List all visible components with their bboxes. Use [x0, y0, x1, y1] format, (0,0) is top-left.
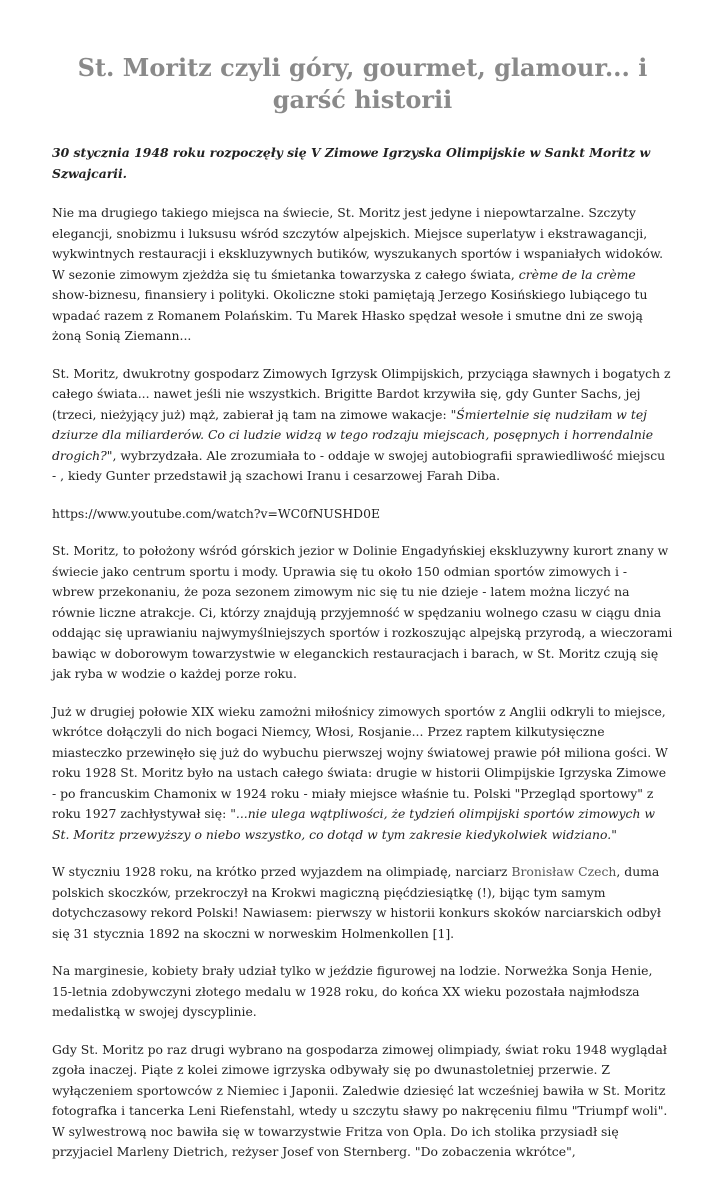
- paragraph-5: [52, 862, 673, 944]
- bronislaw-czech-link[interactable]: Bronisław Czech: [511, 864, 617, 879]
- paragraph-3: St. Moritz, to położony wśród górskich jezior w Dolinie Engadyńskiej ekskluzywny kurort znany w świecie jako centrum sportu i mody. Uprawia się tu około 150 odmian sportów zimowych i - wbrew przekonaniu, że poza sezonem zimowym nic się tu nie dzieje - latem można liczyć na równie liczne atrakcje. Ci, którzy znajdują przyjemność w spędzaniu wolnego czasu w ciągu dnia oddając się uprawianiu najwymyślniejszych sportów i rozkoszując alpejską przyrodą, a wieczorami bawiąc w doborowym towarzystwie w eleganckich restauracjach i barach, w St. Moritz czują się jak ryba w wodzie o każdej porze roku.: [52, 543, 673, 681]
- paragraph-1: [52, 203, 673, 347]
- paragraph-2: [52, 364, 673, 487]
- paragraph-7: Gdy St. Moritz po raz drugi wybrano na gospodarza zimowej olimpiady, świat roku 1948 wyglądał zgoła inaczej. Piąte z kolei zimowe igrzyska odbywały się po dwunastoletniej przerwie. Z wyłączeniem sportowców z Niemiec i Japonii. Zaledwie dziesięć lat wcześniej bawiła w St. Moritz fotografka i tancerka Leni Riefenstahl, wtedy u szczytu sławy po nakręceniu filmu "Triumpf woli". W sylwestrową noc bawiła się w towarzystwie Fritza von Opla. Do ich stolika przysiadł się przyjaciel Marleny Dietrich, reżyser Josef von Sternberg. "Do zobaczenia wkrótce",: [52, 1041, 668, 1159]
- paragraph-5-text-c: , duma polskich skoczków, przekroczył na Krokwi magiczną pięćdziesiątkę (!), bijąc tym samym dotychczasowy rekord Polski! Nawiasem: pierwszy w historii konkurs skoków narciarskich odbył się 31 stycznia 1892 na skoczni w norweskim Holmenkollen [1].: [52, 864, 661, 941]
- paragraph-2-text-c: ", wybrzydzała. Ale zrozumiała to - oddaje w swojej autobiografii sprawiedliwość miejscu - , kiedy Gunter przedstawił ją szachowi Iranu i cesarzowej Farah Diba.: [52, 447, 666, 483]
- paragraph-2-text-a: St. Moritz, dwukrotny gospodarz Zimowych Igrzysk Olimpijskich, przyciąga sławnych i bogatych z całego świata... nawet jeśli nie wszystkich. Brigitte Bardot krzywiła się, gdy Gunter Sachs, jej (trzeci, nieżyjący już) mąż, zabierał ją tam na zimowe wakacje: ": [52, 365, 671, 422]
- paragraph-1-text-a: Nie ma drugiego takiego miejsca na świecie, St. Moritz jest jedyne i niepowtarzalne. Szczyty elegancji, snobizmu i luksusu wśród szczytów alpejskich. Miejsce superlatyw i ekstrawagancji, wykwintnych restauracji i ekskluzywnych butików, wyszukanych sportów i wspaniałych widoków. W sezonie zimowym zjeżdża się tu śmietanka towarzyska z całego świata,: [52, 205, 664, 282]
- paragraph-5-text-a: W styczniu 1928 roku, na krótko przed wyjazdem na olimpiadę, narciarz: [52, 864, 512, 879]
- paragraph-1-italic: crème de la crème: [518, 266, 636, 282]
- article-title: St. Moritz czyli góry, gourmet, glamour... i garść historii: [77, 53, 648, 114]
- paragraph-4-quote: ...nie ulega wątpliwości, że tydzień olimpijski sportów zimowych w St. Moritz przewyższy o niebo wszystko, co dotąd w tym zakresie kiedykolwiek widziano.: [52, 806, 656, 842]
- paragraph-4-text-a: Już w drugiej połowie XIX wieku zamożni miłośnicy zimowych sportów z Anglii odkryli to miejsce, wkrótce dołączyli do nich bogaci Niemcy, Włosi, Rosjanie... Przez raptem kilkutysięczne miasteczko przewinęło się już do wybuchu pierwszej wojny światowej prawie pół miliona gości. W roku 1928 St. Moritz było na ustach całego świata: drugie w historii Olimpijskie Igrzyska Zimowe - po francuskim Chamonix w 1924 roku - miały miejsce właśnie tu. Polski "Przegląd sportowy" z roku 1927 zachłystywał się: ": [52, 703, 668, 821]
- paragraph-4-text-c: ": [611, 826, 617, 842]
- paragraph-6: Na marginesie, kobiety brały udział tylko w jeździe figurowej na lodzie. Norweżka Sonja Henie, 15-letnia zdobywczyni złotego medalu w 1928 roku, do końca XX wieku pozostała najmłodsza medalistką w swojej dyscyplinie.: [52, 963, 653, 1019]
- paragraph-2-quote: Śmiertelnie się nudziłam w tej dziurze dla miliarderów. Co ci ludzie widzą w tego rodzaju miejscach, posępnych i horrendalnie drogich?: [52, 406, 654, 463]
- article: [52, 52, 673, 1180]
- article-lead: 30 stycznia 1948 roku rozpoczęły się V Zimowe Igrzyska Olimpijskie w Sankt Moritz w Szwajcarii.: [52, 145, 651, 181]
- paragraph-1-text-c: show-biznesu, finansiery i polityki. Okoliczne stoki pamiętają Jerzego Kosińskiego lubiącego tu wpadać razem z Romanem Polańskim. Tu Marek Hłasko spędzał wesołe i smutne dni ze swoją żoną Sonią Ziemann...: [52, 287, 648, 343]
- paragraph-4: [52, 702, 673, 846]
- youtube-url: https://www.youtube.com/watch?v=WC0fNUSHD0E: [52, 505, 381, 521]
